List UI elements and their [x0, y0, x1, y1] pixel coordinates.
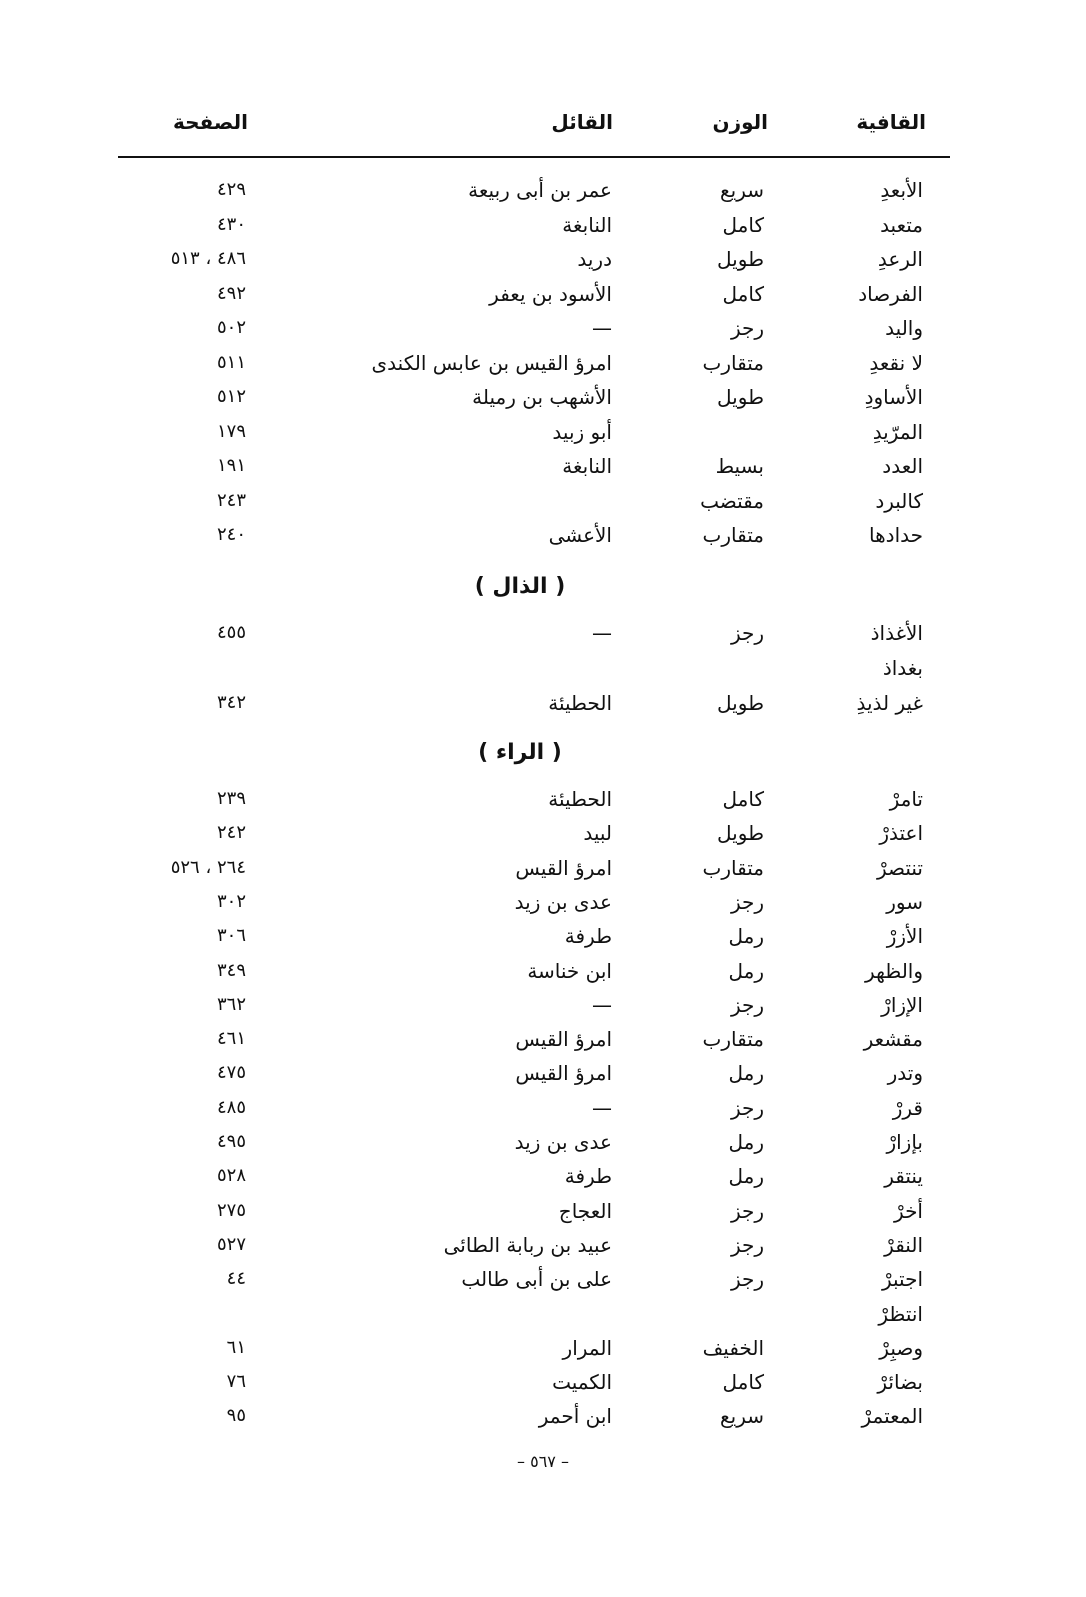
cell-qail: طرفة — [564, 1164, 612, 1189]
table-row — [0, 887, 1086, 921]
cell-qafiya: انتظرْ — [878, 1301, 923, 1326]
cell-qafiya: الأغذاذ — [870, 621, 923, 645]
cell-wazn: الخفيف — [702, 1335, 764, 1360]
table-row — [0, 1401, 1086, 1435]
table-row — [0, 618, 1086, 652]
cell-qail: الحطيئة — [548, 691, 612, 715]
cell-safha: ٢٣٩ — [216, 788, 246, 809]
cell-qail: امرؤ القيس — [515, 1061, 612, 1086]
table-row — [0, 1058, 1086, 1092]
table-row — [0, 451, 1086, 485]
table-row — [0, 956, 1086, 990]
table-row — [0, 1230, 1086, 1264]
cell-safha: ٢٤٢ — [216, 822, 246, 844]
table-row — [0, 1196, 1086, 1230]
cell-safha: ٤٨٥ — [216, 1096, 246, 1118]
table-row — [0, 1161, 1086, 1195]
cell-qail: امرؤ القيس بن عابس الكندى — [371, 350, 612, 375]
cell-safha: ١٧٩ — [216, 420, 246, 442]
cell-safha: ٢٤٠ — [216, 524, 246, 545]
cell-safha: ٤٣٠ — [216, 213, 246, 235]
cell-wazn: رمل — [728, 924, 764, 949]
header-safha: الصفحة — [172, 110, 248, 134]
cell-qafiya: الإزارْ — [881, 992, 923, 1017]
cell-qafiya: الأزرْ — [886, 924, 923, 949]
cell-qafiya: لا نقعدِ — [869, 350, 923, 375]
cell-qafiya: النقرْ — [884, 1232, 923, 1257]
cell-qail: الأعشى — [548, 523, 612, 547]
cell-safha: ٥٠٢ — [216, 317, 246, 338]
cell-qafiya: وصبِرْ — [879, 1335, 923, 1360]
table-row — [0, 818, 1086, 852]
cell-safha: ٤٩٥ — [216, 1131, 246, 1152]
cell-qail: دريد — [577, 247, 612, 271]
cell-qail: عدى بن زيد — [514, 1130, 612, 1154]
cell-safha: ١٩١ — [216, 455, 246, 476]
cell-qafiya: متعبد — [880, 212, 923, 237]
cell-qafiya: الأبعدِ — [880, 178, 923, 202]
cell-wazn: كامل — [722, 1370, 764, 1395]
table-row — [0, 784, 1086, 818]
cell-safha: ٢٧٥ — [216, 1199, 246, 1221]
table-row — [0, 990, 1086, 1024]
cell-safha: ٢٤٣ — [216, 489, 246, 511]
table-row — [0, 486, 1086, 520]
cell-qafiya: بغداذ — [882, 656, 923, 680]
header-divider — [118, 156, 950, 158]
table-row — [0, 1299, 1086, 1333]
table-row — [0, 417, 1086, 451]
cell-safha: ٥٢٧ — [216, 1233, 246, 1255]
cell-qafiya: حدادها — [869, 523, 923, 547]
cell-wazn: مقتضب — [700, 488, 764, 513]
cell-wazn: رجز — [730, 992, 764, 1017]
cell-wazn: متقارب — [702, 523, 764, 547]
cell-qail: عدى بن زيد — [514, 889, 612, 914]
cell-qail: النابغة — [562, 212, 612, 237]
cell-wazn: متقارب — [702, 1027, 764, 1052]
cell-qafiya: وتدر — [887, 1061, 923, 1086]
table-row — [0, 313, 1086, 347]
cell-qail: لبيد — [583, 821, 612, 846]
table-row — [0, 1333, 1086, 1367]
cell-qail: ابن أحمر — [538, 1404, 612, 1429]
table-row — [0, 279, 1086, 313]
cell-qafiya: كالبرد — [875, 488, 923, 513]
table-row — [0, 382, 1086, 416]
cell-wazn: بسيط — [715, 454, 764, 478]
section-heading-ra: ( الراء ) — [478, 740, 562, 765]
cell-qafiya: المعتمرْ — [861, 1404, 923, 1429]
table-row — [0, 244, 1086, 278]
cell-qail: عمر بن أبى ربيعة — [468, 178, 612, 202]
cell-wazn: كامل — [722, 212, 764, 237]
table-row — [0, 1024, 1086, 1058]
cell-qafiya: بإزارْ — [886, 1130, 923, 1154]
cell-wazn: طويل — [717, 691, 764, 715]
cell-qail: الأسود بن يعفر — [489, 281, 612, 306]
cell-qafiya: أخرْ — [894, 1198, 923, 1223]
table-row — [0, 853, 1086, 887]
cell-qail: الأشهب بن رميلة — [472, 385, 612, 409]
header-wazn: الوزن — [712, 110, 768, 134]
cell-safha: ٧٦ — [226, 1371, 246, 1393]
cell-safha: ٤٤ — [226, 1268, 246, 1290]
cell-safha: ٤٨٦ ، ٥١٣ — [170, 248, 246, 269]
cell-safha: ٣٠٢ — [216, 890, 246, 912]
cell-wazn: رمل — [728, 1164, 764, 1189]
table-row — [0, 1127, 1086, 1161]
cell-safha: ٩٥ — [226, 1405, 246, 1427]
cell-wazn: رجز — [730, 1095, 764, 1120]
cell-qafiya: الرعدِ — [877, 247, 923, 271]
cell-safha: ٥٢٨ — [216, 1165, 246, 1187]
section-heading-dhal: ( الذال ) — [474, 574, 566, 599]
table-row — [0, 688, 1086, 722]
cell-qafiya: بضائرْ — [877, 1370, 923, 1395]
cell-wazn: سريع — [719, 1404, 764, 1429]
table-row — [0, 1264, 1086, 1298]
table-row — [0, 175, 1086, 209]
cell-qail: طرفة — [564, 924, 612, 949]
cell-wazn: طويل — [717, 385, 764, 409]
cell-qail: المرار — [562, 1335, 612, 1360]
cell-wazn: كامل — [722, 787, 764, 811]
table-row — [0, 210, 1086, 244]
cell-qafiya: تنتصرْ — [876, 855, 923, 880]
cell-wazn: سريع — [719, 178, 764, 202]
cell-wazn: رجز — [730, 1267, 764, 1292]
cell-qafiya: العدد — [882, 454, 923, 478]
cell-safha: ٤٦١ — [216, 1028, 246, 1050]
cell-qail: الحطيئة — [548, 787, 612, 811]
cell-qafiya: تامرْ — [889, 787, 923, 811]
cell-qail: — — [592, 992, 612, 1017]
cell-safha: ٣٤٢ — [216, 692, 246, 713]
table-row — [0, 653, 1086, 687]
cell-qail: — — [592, 1095, 612, 1120]
cell-qail: على بن أبى طالب — [461, 1267, 612, 1292]
cell-wazn: رمل — [728, 1061, 764, 1086]
cell-qafiya: اعتذرْ — [879, 821, 923, 846]
cell-wazn: رجز — [730, 316, 764, 340]
cell-safha: ٦١ — [226, 1336, 246, 1358]
table-row — [0, 921, 1086, 955]
cell-qafiya: المرّيدِ — [872, 419, 923, 444]
cell-wazn: رجز — [730, 1232, 764, 1257]
cell-wazn: رمل — [728, 958, 764, 983]
cell-safha: ٥١٢ — [216, 386, 246, 407]
header-qafiya: القافية — [856, 110, 926, 134]
cell-safha: ٣٦٢ — [216, 993, 246, 1015]
cell-qail: الكميت — [552, 1370, 612, 1395]
cell-safha: ٤٧٥ — [216, 1062, 246, 1084]
cell-safha: ٤٥٥ — [216, 622, 246, 643]
cell-safha: ٤٢٩ — [216, 179, 246, 200]
cell-qail: — — [592, 316, 612, 340]
table-row — [0, 348, 1086, 382]
cell-qafiya: الأساودِ — [864, 385, 923, 409]
cell-qail: النابغة — [562, 454, 612, 478]
cell-wazn: طويل — [717, 247, 764, 271]
table-row — [0, 1093, 1086, 1127]
cell-qail: امرؤ القيس — [515, 1027, 612, 1052]
cell-qail: العجاج — [558, 1198, 612, 1223]
cell-qafiya: ينتقر — [884, 1164, 923, 1189]
cell-qafiya: سور — [886, 889, 923, 914]
cell-qail: أبو زبيد — [552, 419, 612, 444]
cell-qafiya: الفرصاد — [858, 281, 923, 306]
cell-safha: ٥١١ — [216, 351, 246, 373]
cell-wazn: رجز — [730, 889, 764, 914]
table-row — [0, 520, 1086, 554]
cell-safha: ٣٠٦ — [216, 925, 246, 947]
cell-safha: ٤٩٢ — [216, 282, 246, 304]
cell-qafiya: اجتبرْ — [881, 1267, 923, 1292]
cell-qafiya: غير لذيذِ — [856, 691, 923, 715]
cell-wazn: متقارب — [702, 855, 764, 880]
header-qail: القائل — [551, 110, 613, 134]
cell-wazn: كامل — [722, 281, 764, 306]
cell-qafiya: واليد — [885, 316, 923, 340]
cell-safha: ٢٦٤ ، ٥٢٦ — [170, 856, 246, 878]
cell-safha: ٣٤٩ — [216, 959, 246, 981]
cell-qail: امرؤ القيس — [515, 855, 612, 880]
cell-wazn: رجز — [730, 1198, 764, 1223]
cell-qail: عبيد بن ربابة الطائى — [443, 1232, 612, 1257]
page-number: – ٥٦٧ – — [517, 1452, 569, 1471]
cell-wazn: طويل — [717, 821, 764, 846]
cell-qail: ابن خناسة — [527, 958, 612, 983]
cell-qafiya: والظهر — [865, 958, 923, 983]
cell-wazn: رمل — [728, 1130, 764, 1154]
cell-qafiya: مقشعر — [863, 1027, 923, 1052]
cell-qafiya: قررْ — [892, 1095, 923, 1120]
cell-qail: — — [592, 621, 612, 645]
table-row — [0, 1367, 1086, 1401]
cell-wazn: رجز — [730, 621, 764, 645]
cell-wazn: متقارب — [702, 350, 764, 375]
